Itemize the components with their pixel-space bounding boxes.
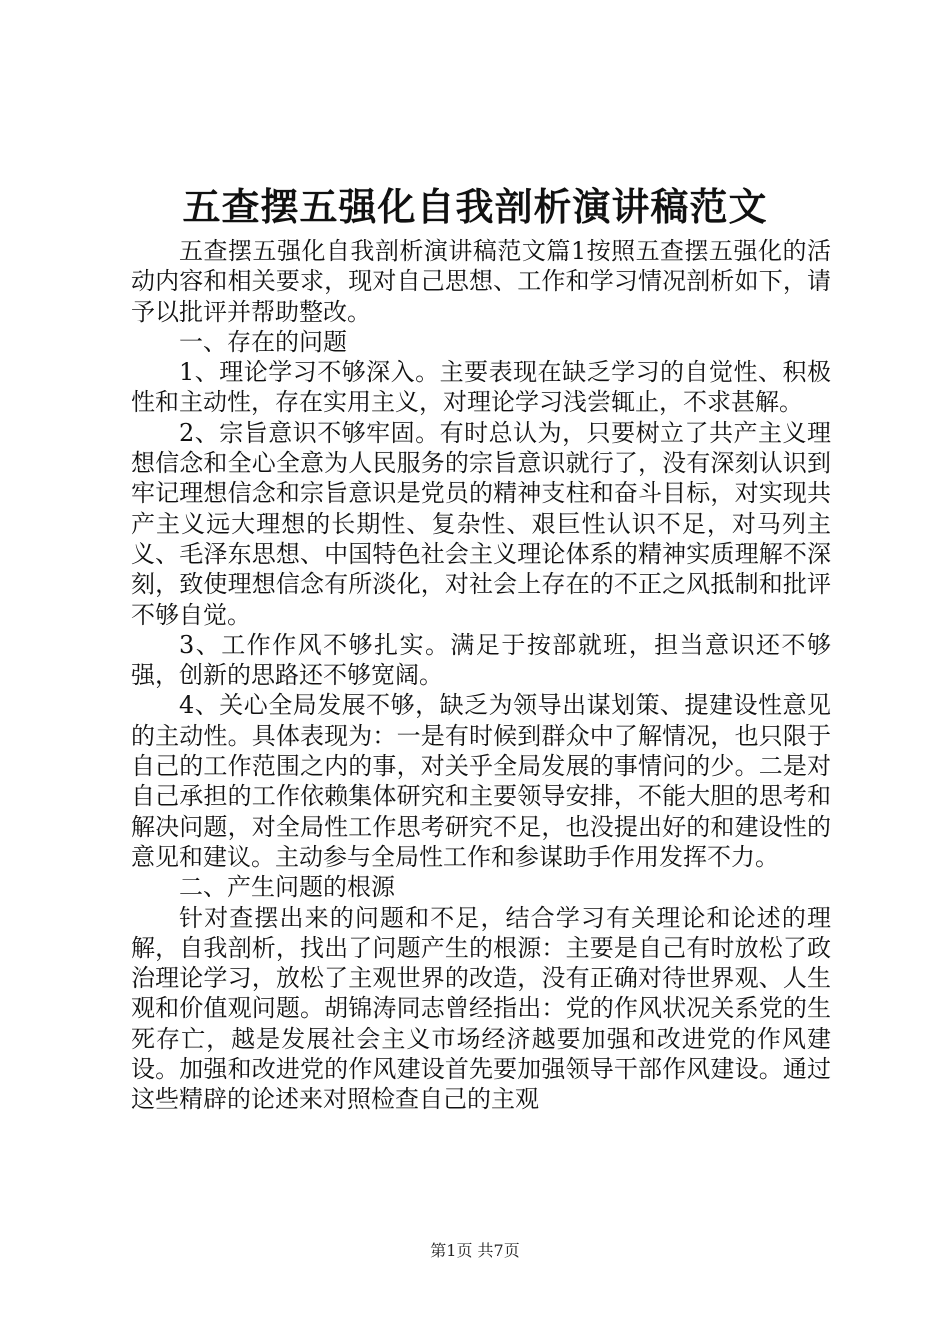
roots-paragraph: 针对查摆出来的问题和不足，结合学习有关理论和论述的理解，自我剖析，找出了问题产生的根源：主要是自己有时放松了政治理论学习，放松了主观世界的改造，没有正确对待世界观、人生观和价值观问题。胡锦涛同志曾经指出：党的作风状况关系党的生死存亡，越是发展社会主义市场经济越要加强和改进党的作风建设。加强和改进党的作风建设首先要加强领导干部作风建设。通过这些精辟的论述来对照检查自己的主观 [131,903,831,1114]
page-footer: 第1页 共7页 [430,1241,520,1260]
section-heading-roots: 二、产生问题的根源 [179,873,395,902]
problem-paragraph-4: 4、关心全局发展不够，缺乏为领导出谋划策、提建设性意见的主动性。具体表现为：一是有时候到群众中了解情况，也只限于自己的工作范围之内的事，对关乎全局发展的事情问的少。二是对自己承担的工作依赖集体研究和主要领导安排，不能大胆的思考和解决问题，对全局性工作思考研究不足，也没提出好的和建设性的意见和建议。主动参与全局性工作和参谋助手作用发挥不力。 [131,691,831,871]
problem-paragraph-1: 1、理论学习不够深入。主要表现在缺乏学习的自觉性、积极性和主动性，存在实用主义，对理论学习浅尝辄止，不求甚解。 [131,358,831,417]
intro-paragraph: 五查摆五强化自我剖析演讲稿范文篇1按照五查摆五强化的活动内容和相关要求，现对自己思想、工作和学习情况剖析如下，请予以批评并帮助整改。 [131,237,831,326]
document-title: 五查摆五强化自我剖析演讲稿范文 [182,184,768,229]
document-body [131,236,831,1115]
problem-paragraph-3: 3、工作作风不够扎实。满足于按部就班，担当意识还不够强，创新的思路还不够宽阔。 [131,630,831,690]
problem-paragraph-2: 2、宗旨意识不够牢固。有时总认为，只要树立了共产主义理想信念和全心全意为人民服务的宗旨意识就行了，没有深刻认识到牢记理想信念和宗旨意识是党员的精神支柱和奋斗目标，对实现共产主义远大理想的长期性、复杂性、艰巨性认识不足，对马列主义、毛泽东思想、中国特色社会主义理论体系的精神实质理解不深刻，致使理想信念有所淡化，对社会上存在的不正之风抵制和批评不够自觉。 [131,418,831,629]
section-heading-problems: 一、存在的问题 [179,327,347,356]
